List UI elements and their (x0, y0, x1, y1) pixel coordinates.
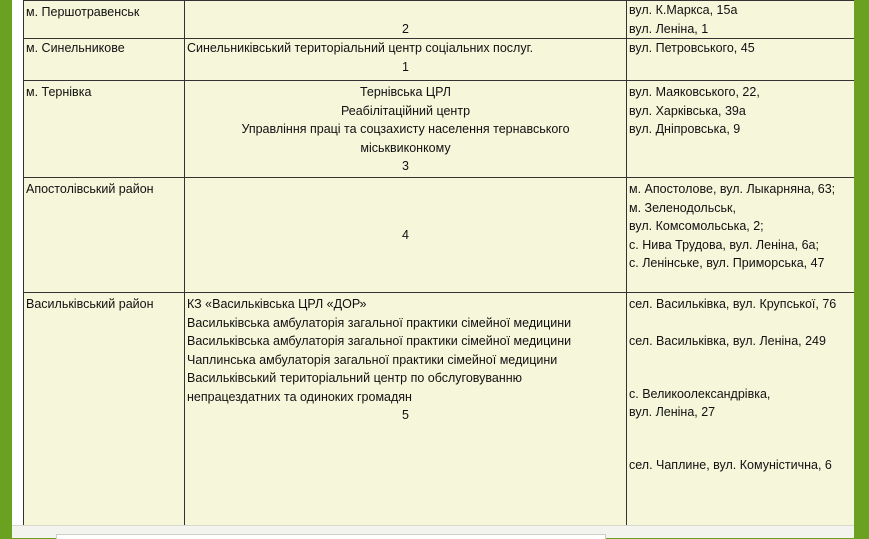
address-line: м. Апостолове, вул. Лыкарняна, 63; (629, 182, 836, 196)
institution-cell (185, 81, 627, 178)
table-container (23, 0, 854, 525)
institution-cell (185, 293, 627, 526)
institution-name: КЗ «Васильківська ЦРЛ «ДОР» (187, 297, 367, 311)
institution-name: Васильківська амбулаторія загальної практики сімейної медицини (187, 315, 572, 330)
institution-name: Чаплинська амбулаторія загальної практики сімейної медицини (187, 352, 558, 367)
address-line: с. Нива Трудова, вул. Леніна, 6а; (629, 237, 819, 252)
address-line: вул. Комсомольська, 2; (629, 219, 764, 233)
address-cell (627, 81, 855, 178)
institution-name: Тернівська ЦРЛ (359, 85, 452, 99)
place-cell (24, 1, 185, 39)
address-line: сел. Васильківка, вул. Крупської, 76 (629, 297, 837, 311)
table-row (24, 178, 855, 293)
horizontal-scrollbar[interactable] (12, 525, 854, 538)
place-cell (24, 39, 185, 81)
address-line: вул. Дніпровська, 9 (629, 122, 741, 136)
page-frame (12, 0, 854, 537)
institution-cell (185, 1, 627, 39)
row-number: 4 (402, 227, 409, 242)
row-number: 2 (402, 21, 409, 36)
institution-name: Васильківська амбулаторія загальної практики сімейної медицини (187, 334, 572, 348)
table-row (24, 293, 855, 526)
address-line: вул. К.Маркса, 15а (629, 3, 738, 17)
address-cell (627, 293, 855, 526)
address-line: сел. Васильківка, вул. Леніна, 249 (629, 334, 826, 348)
table-row (24, 81, 855, 178)
place-name: м. Першотравенськ (26, 5, 140, 19)
address-cell (627, 1, 855, 39)
place-name: Васильківський район (26, 297, 154, 311)
row-number: 5 (402, 408, 409, 422)
row-number: 1 (402, 59, 409, 74)
place-name: Апостолівський район (26, 182, 154, 196)
institution-name: Синельниківський територіальний центр соціальних послуг. (187, 41, 534, 55)
table-row (24, 39, 855, 81)
table-row (24, 1, 855, 39)
place-name: м. Тернівка (26, 85, 92, 99)
address-line: сел. Чаплине, вул. Комуністична, 6 (629, 457, 832, 472)
address-line: м. Зеленодольськ, (629, 200, 736, 215)
address-line: вул. Леніна, 1 (629, 21, 709, 36)
row-number: 3 (402, 159, 409, 173)
address-line: вул. Маяковського, 22, (629, 85, 760, 99)
institution-cell (185, 178, 627, 293)
address-cell (627, 178, 855, 293)
address-line: вул. Харківська, 39а (629, 103, 746, 118)
institution-name: Реабілітаційний центр (340, 103, 471, 118)
place-name: м. Синельникове (26, 41, 125, 55)
services-table (23, 0, 854, 525)
address-line: с. Ленінське, вул. Приморська, 47 (629, 256, 825, 270)
address-cell (627, 39, 855, 81)
place-cell (24, 293, 185, 526)
place-cell (24, 81, 185, 178)
address-line: вул. Петровського, 45 (629, 41, 755, 55)
institution-name: Васильківський територіальний центр по обслуговуванню непрацездатних та одиноких громадян (187, 371, 523, 404)
address-line: с. Великоолександрівка, вул. Леніна, 27 (629, 386, 771, 419)
institution-name: Управління праці та соцзахисту населення тернавського міськвиконкому (241, 122, 570, 155)
place-cell (24, 178, 185, 293)
institution-cell (185, 39, 627, 81)
